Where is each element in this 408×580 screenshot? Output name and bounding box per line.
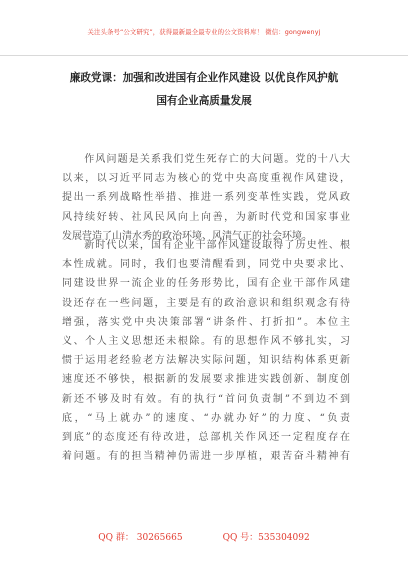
paragraph-line: 增强，落实党中央决策部署“讲条件、打折扣”。本位主: [62, 316, 350, 328]
paragraph-2: [62, 236, 350, 466]
document-title-line-1: 廉政党课：加强和改进国有企业作风建设 以优良作风护航: [69, 72, 339, 84]
paragraph-line: 义、个人主义思想还未根除。有的思想作风不够扎实，习: [62, 335, 350, 347]
paragraph-line: 以来，以习近平同志为核心的党中央高度重视作风建设，: [62, 173, 350, 185]
paragraph-line: 底，“马上就办”的速度、“办就办好”的力度、“负责: [62, 412, 350, 424]
footer-banner: [0, 530, 408, 544]
paragraph-line: 新还不够及时有效。有的执行“首问负责制”不到边不到: [62, 393, 350, 405]
paragraph-line: 着问题。有的担当精神仍需进一步厚植，艰苦奋斗精神有: [62, 451, 350, 463]
paragraph-line: 本性成就。同时，我们也要清醒看到，同党中央要求比、: [62, 259, 350, 271]
footer-qq-number: QQ 号：535304092: [222, 533, 310, 543]
paragraph-1: [62, 150, 350, 246]
paragraph-line: 新时代以来，国有企业干部作风建设取得了历史性、根: [62, 240, 350, 251]
paragraph-line: 提出一系列战略性举措、推进一系列变革性实践，党风政: [62, 192, 350, 204]
paragraph-line: 设还存在一些问题，主要是有的政治意识和组织观念有待: [62, 297, 350, 309]
paragraph-line: 同建设世界一流企业的任务形势比，国有企业干部作风建: [62, 278, 350, 290]
footer-qq-group: QQ 群： 30265665: [98, 533, 183, 543]
paragraph-line: 风持续好转、社风民风向上向善，为新时代党和国家事业: [62, 211, 350, 223]
header-banner-text: 关注头条号“公文研究”，获得最新最全最专业的公文资料库！ 微信：gongwenyj: [87, 28, 321, 36]
paragraph-line: 发展营造了山清水秀的政治环境、风清气正的社会环境。: [62, 230, 312, 242]
paragraph-line: 惯于运用老经验老方法解决实际问题，知识结构体系更新: [62, 355, 350, 367]
paragraph-line: 速度还不够快，根据新的发展要求推进实践创新、制度创: [62, 374, 350, 386]
paragraph-line: 到底”的态度还有待改进，总部机关作风还一定程度存在: [62, 431, 350, 443]
document-title-line-2: 国有企业高质量发展: [156, 95, 252, 107]
header-banner: [0, 0, 408, 56]
paragraph-line: 作风问题是关系我们党生死存亡的大问题。党的十八大: [62, 154, 350, 165]
